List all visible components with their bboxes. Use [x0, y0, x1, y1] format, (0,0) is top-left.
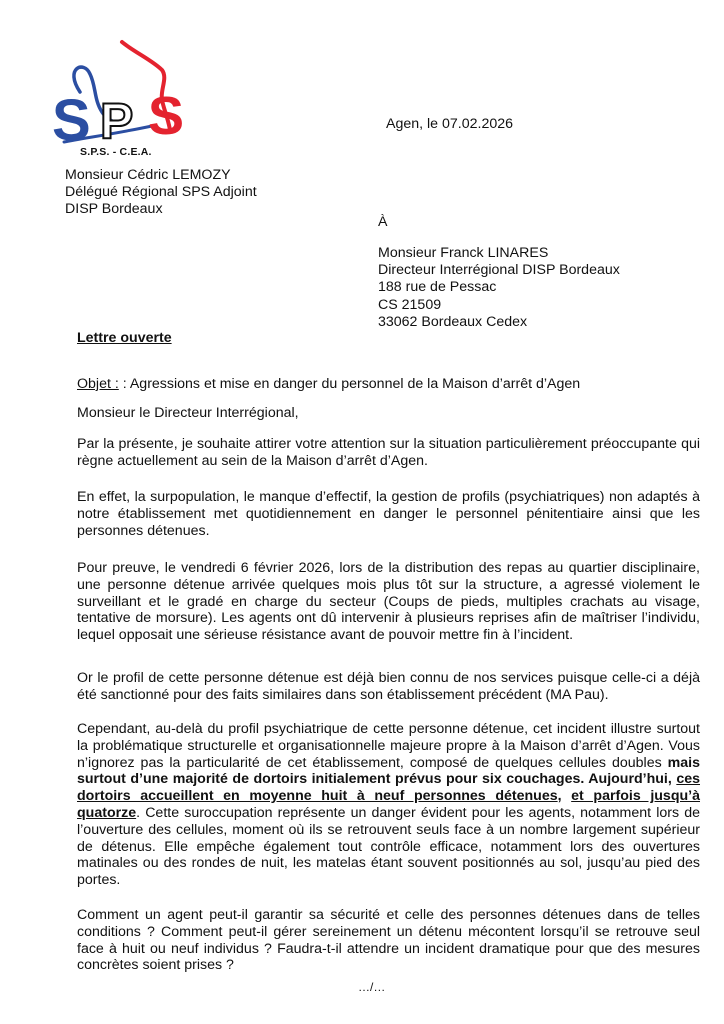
recipient-role: Directeur Interrégional DISP Bordeaux [378, 262, 620, 279]
p5-bold-1: mais surtout d’une majorité de dortoirs initialement prévus pour six couchages. Aujourd’hui, [77, 754, 700, 788]
object-label: Objet : [77, 376, 119, 392]
salutation: Monsieur le Directeur Interrégional, [77, 405, 299, 421]
sps-logo-icon [44, 38, 194, 148]
letter-date: Agen, le 07.02.2026 [386, 116, 514, 132]
sender-name: Monsieur Cédric LEMOZY [65, 167, 231, 183]
sender-block [65, 167, 257, 218]
logo-caption: S.P.S. - C.E.A. [80, 146, 152, 158]
p5-bold-2: , [557, 788, 572, 805]
sender-role: Délégué Régional SPS Adjoint [65, 184, 257, 200]
paragraph-6: Comment un agent peut-il garantir sa sécurité et celle des personnes détenues dans de telles conditions ? Comment peut-il gérer sereinement un détenu mécontent lorsqu’il se retrouve seul face à huit ou neuf individus ? Faudra-t-il attendre un incident dramatique pour que des mesures concrètes soient prises ? [77, 907, 700, 974]
sps-logo [44, 38, 194, 163]
sender-org: DISP Bordeaux [65, 201, 163, 217]
recipient-cs: CS 21509 [378, 296, 442, 313]
recipient-city: 33062 Bordeaux Cedex [378, 313, 528, 330]
recipient-name: Monsieur Franck LINARES [378, 245, 549, 261]
svg-text:S: S [52, 88, 91, 148]
paragraph-4: Or le profil de cette personne détenue est déjà bien connu de nos services puisque celle-ci a déjà été sanctionné pour des faits similaires dans son établissement précédent (MA Pau). [77, 670, 700, 703]
p5-text-2: . Cette suroccupation représente un danger évident pour les agents, notamment lors de l’ouverture des cellules, moment où ils se retrouvent seuls face à un nombre largement supérieur de détenus. Elle empêche également tout contrôle efficace, notamment lors des ouvertures matinales ou des rondes de nuit, les matelas étant souvent positionnés au sol, jusqu’au pied des portes. [77, 804, 700, 889]
svg-text:P: P [100, 93, 134, 148]
object-text: : Agressions et mise en danger du personnel de la Maison d’arrêt d’Agen [118, 376, 581, 392]
paragraph-1: Par la présente, je souhaite attirer votre attention sur la situation particulièrement préoccupante qui règne actuellement au sein de la Maison d’arrêt d’Agen. [77, 436, 700, 469]
recipient-block [378, 245, 620, 331]
paragraph-2: En effet, la surpopulation, le manque d’effectif, la gestion de profils (psychiatriques) non adaptés à notre établissement met quotidiennement en danger le personnel pénitentiaire ainsi que les personnes détenues. [77, 489, 700, 539]
paragraph-5 [77, 721, 700, 889]
svg-text:S: S [148, 86, 185, 146]
p5-bold-underline-2: et parfois jusqu’à quatorze [77, 788, 700, 821]
page-continued-marker: …/… [358, 980, 386, 994]
recipient-street: 188 rue de Pessac [378, 279, 497, 296]
letter-title: Lettre ouverte [77, 330, 172, 346]
p5-text-1: Cependant, au-delà du profil psychiatrique de cette personne détenue, cet incident illustre surtout la problématique structurelle et organisationnelle majeure propre à la Maison d’arrêt d’Agen. Vous n’ignorez pas la particularité de cet établissement, composé de quelques cellules doubles [77, 721, 700, 771]
to-mark: À [378, 214, 388, 230]
letter-object [77, 376, 580, 392]
p5-bold-underline-1: ces dortoirs accueillent en moyenne huit à neuf personnes détenues [77, 771, 700, 805]
paragraph-3: Pour preuve, le vendredi 6 février 2026, lors de la distribution des repas au quartier disciplinaire, une personne détenue arrivée quelques mois plus tôt sur la structure, a agressé violement le surveillant et le gradé en charge du secteur (Coups de pieds, multiples crachats au visage, tentative de morsure). Les agents ont dû intervenir à plusieurs reprises afin de maîtriser l’individu, lequel opposait une sérieuse résistance avant de pouvoir mettre fin à l’incident. [77, 560, 700, 644]
